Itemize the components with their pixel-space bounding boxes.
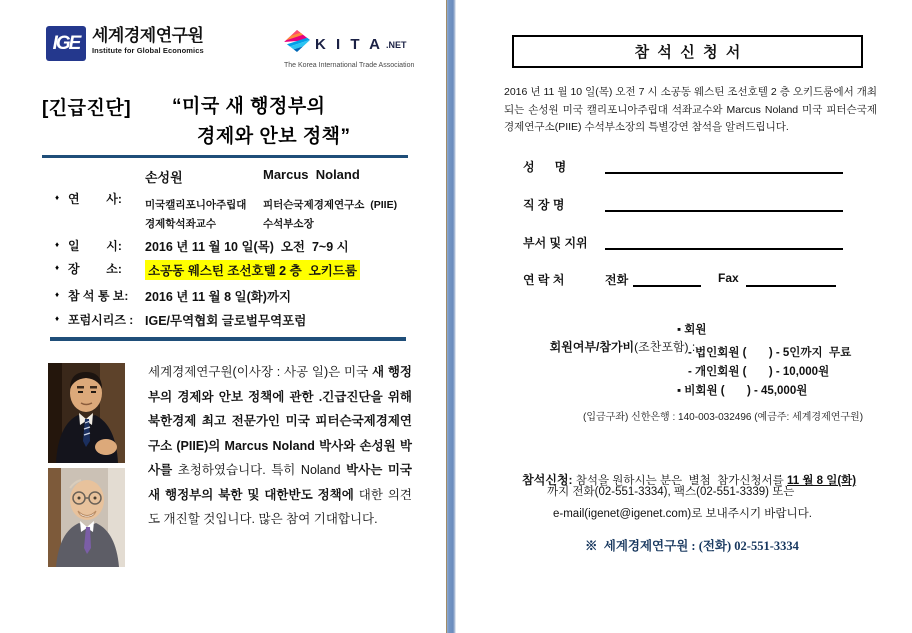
fee-nonmember-line: ▪ 비회원 ( ) - 45,000원 [677,385,808,397]
left-page [0,0,446,633]
name-field-line[interactable] [605,172,843,174]
fee-member-bullet: ▪ 회원 [677,324,707,336]
section-divider [50,337,406,341]
apply-instruction-line2: 까지 전화(02-551-3334), 팩스(02-551-3339) 또는 [547,486,795,498]
fee-individual-line: - 개인회원 ( ) - 10,000원 [688,366,830,378]
apply-label: 참석신청: [522,473,573,487]
fee-label-rest: (조찬포함) : [634,340,696,354]
speaker-photo-sohn [48,363,125,463]
department-field-label: 부서 및 지위 [523,236,588,250]
speaker2-org: 피터슨국제경제연구소 (PIIE) [263,199,398,211]
form-intro: 2016 년 11 월 10 일(목) 오전 7 시 소공동 웨스틴 조선호텔 2 층 오키드룸에서 개최되는 손성원 미국 캘리포니아주립대 석좌교수와 Marcus Noland 미국 피터슨국제경제연구소(PIIE) 수석부소장의 특별강연 참석을 알려드립니다. [504,86,877,133]
speaker1-title: 경제학석좌교수 [145,218,217,230]
phone-field-line[interactable] [633,285,701,287]
description-segment: 대한 의견도 개진할 것입니다. 많은 참여 기대합니다. [148,487,412,526]
speakers-label-row [55,190,145,207]
detail-row-venue [55,260,360,280]
diamond-bullet-icon: ♦ [55,290,60,299]
page-divider-bar [446,0,457,633]
apply-line1-text: 참석을 원하시는 분은 별첨 참가신청서를 [572,475,787,487]
right-page [457,0,912,633]
kita-tagline: The Korea International Trade Association [284,62,415,69]
event-title-line1: “미국 새 행정부의 [172,96,326,117]
event-title-prefix: [긴급진단] [42,98,132,119]
datetime-label: 일 시: [68,239,122,253]
organizer-contact-footer: ※ 세계경제연구원 : (전화) 02-551-3334 [585,539,799,553]
bank-account-line: (입금구좌) 신한은행 : 140-003-032496 (예금주: 세계경제연구원) [583,412,864,423]
diamond-bullet-icon: ♦ [55,240,60,249]
rsvp-value: 2016 년 11 월 8 일(화)까지 [145,290,292,304]
kita-diamond-icon [284,30,310,59]
diamond-bullet-icon: ♦ [55,193,60,202]
venue-value-highlighted: 소공동 웨스틴 조선호텔 2 층 오키드룸 [145,260,360,280]
form-title: 참 석 신 청 서 [634,44,741,61]
ige-logo [46,26,204,61]
detail-row-forum-series [55,311,306,329]
fee-label-row [523,320,695,374]
speaker1-name: 손성원 [145,170,183,185]
kita-name: K I T A [315,36,383,53]
form-title-box [512,35,863,68]
description-segment: 초청하였습니다. 특히 Noland [172,463,347,477]
diamond-bullet-icon: ♦ [55,314,60,323]
speakers-label: 연 사: [68,192,122,206]
forum-series-label: 포럼시리즈 : [68,313,134,327]
title-divider [42,155,408,158]
apply-instruction-line3: e-mail(igenet@igenet.com)로 보내주시기 바랍니다. [553,508,812,520]
description-segment: 세계경제연구원(이사장 : 사공 일)은 미국 [148,365,372,379]
ige-name-english: Institute for Global Economics [92,46,204,55]
event-title-line2: 경제와 안보 정책” [197,126,351,147]
venue-label: 장 소: [68,262,122,276]
name-field-label: 성 명 [523,160,567,174]
detail-row-rsvp [55,287,291,305]
fee-corporate-line: - 법인회원 ( ) - 5인까지 무료 [688,347,852,359]
ige-name-korean: 세계경제연구원 [92,26,204,45]
fax-label: Fax [718,271,739,285]
diamond-bullet-icon: ♦ [55,263,60,272]
phone-label: 전화 [605,273,629,287]
kita-net-suffix: .NET [385,39,407,50]
ige-logo-icon: IGE [46,26,86,61]
rsvp-label: 참 석 통 보: [68,289,129,303]
speaker-photo-noland [48,468,125,567]
kita-logo [284,30,414,69]
description-segment: 새 행정부의 경제와 안보 정책에 관한 .긴급진단을 위해 북한경제 최고 전문가인 미국 피터슨국제경제연구소 (PIIE)의 Marcus Noland 박사와 손성원 박사를 [148,365,412,477]
department-field-line[interactable] [605,248,843,250]
fee-label-bold: 회원여부/참가비 [549,340,635,354]
fax-field-line[interactable] [746,285,836,287]
workplace-field-line[interactable] [605,210,843,212]
detail-row-datetime [55,237,349,255]
speaker2-title: 수석부소장 [263,218,314,230]
forum-series-value: IGE/무역협회 글로벌무역포럼 [145,314,307,328]
apply-deadline: 11 월 8 일(화) [786,475,857,487]
event-description [148,360,412,532]
speaker2-name: Marcus Noland [263,167,360,182]
datetime-value: 2016 년 11 월 10 일(목) 오전 7~9 시 [145,240,349,254]
speaker1-org: 미국캘리포니아주립대 [145,199,247,211]
workplace-field-label: 직 장 명 [523,198,565,212]
contact-field-label: 연 락 처 [523,273,565,287]
description-segment: 박사는 미국 새 행정부의 북한 및 대한반도 정책에 [148,463,412,502]
